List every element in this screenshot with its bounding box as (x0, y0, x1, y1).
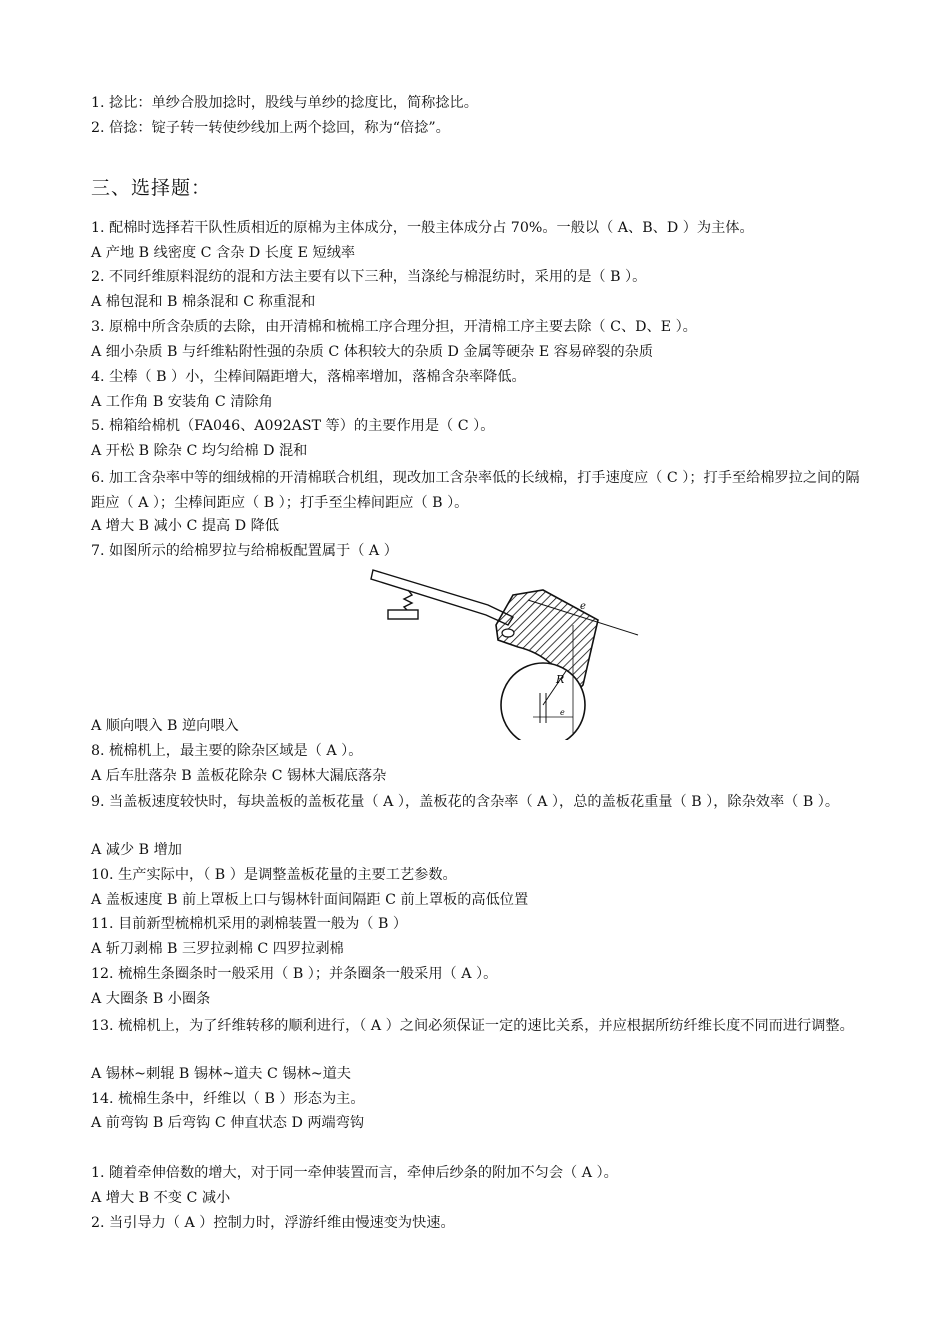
options-line: A 工作角 B 安装角 C 清除角 (91, 394, 273, 410)
question-line: 9. 当盖板速度较快时，每块盖板的盖板花量（ A ），盖板花的含杂率（ A ），总的盖板花重量（ B ），除杂效率（ B ）。 (91, 794, 840, 810)
options-line: A 增大 B 不变 C 减小 (91, 1190, 231, 1206)
label-r: R (556, 673, 565, 686)
options-line: A 开松 B 除杂 C 均匀给棉 D 混和 (91, 443, 308, 459)
options-line: A 盖板速度 B 前上罩板上口与锡林针面间隔距 C 前上罩板的高低位置 (91, 892, 529, 908)
question-line: 12. 梳棉生条圈条时一般采用（ B ）；并条圈条一般采用（ A ）。 (91, 966, 498, 982)
options-line: A 斩刀剥棉 B 三罗拉剥棉 C 四罗拉剥棉 (91, 941, 344, 957)
options-line: A 后车肚落杂 B 盖板花除杂 C 锡林大漏底落杂 (91, 768, 387, 784)
options-line: A 顺向喂入 B 逆向喂入 (91, 718, 239, 734)
question-line: 2. 当引导力（ A ）控制力时，浮游纤维由慢速变为快速。 (91, 1215, 455, 1231)
weight-block (388, 610, 418, 619)
question-line: 5. 棉箱给棉机（FA046、A092AST 等）的主要作用是（ C ）。 (91, 418, 495, 434)
question-line: 2. 不同纤维原料混纺的混和方法主要有以下三种，当涤纶与棉混纺时，采用的是（ B ）。 (91, 269, 647, 285)
question-line: 11. 目前新型梳棉机采用的剥棉装置一般为（ B ） (91, 916, 408, 932)
question-line: 1. 随着牵伸倍数的增大，对于同一牵伸装置而言，牵伸后纱条的附加不匀会（ A ）。 (91, 1165, 618, 1181)
label-e-top: e (580, 601, 586, 612)
options-line: A 锡林~刺辊 B 锡林~道夫 C 锡林~道夫 (91, 1066, 351, 1082)
plate-hole (502, 629, 514, 637)
question-line: 1. 配棉时选择若干队性质相近的原棉为主体成分，一般主体成分占 70%。一般以（ A、B、D ）为主体。 (91, 220, 754, 236)
question-line: 14. 梳棉生条中，纤维以（ B ）形态为主。 (91, 1091, 365, 1107)
definition-line: 2. 倍捻：锭子转一转使纱线加上两个捻回，称为“倍捻”。 (91, 120, 450, 136)
question-line: 8. 梳棉机上，最主要的除杂区域是（ A ）。 (91, 743, 363, 759)
options-line: A 产地 B 线密度 C 含杂 D 长度 E 短绒率 (91, 245, 356, 261)
question-line: 13. 梳棉机上，为了纤维转移的顺利进行，（ A ）之间必须保证一定的速比关系，并应根据所纺纤维长度不同而进行调整。 (91, 1018, 854, 1034)
question-line: 4. 尘棒（ B ）小，尘棒间隔距增大，落棉率增加，落棉含杂率降低。 (91, 369, 526, 385)
definition-line: 1. 捻比：单纱合股加捻时，股线与单纱的捻度比，简称捻比。 (91, 95, 478, 111)
section-title: 三、选择题： (91, 177, 212, 199)
spring (404, 590, 412, 611)
options-line: A 增大 B 减小 C 提高 D 降低 (91, 518, 279, 534)
question-line: 6. 加工含杂率中等的细绒棉的开清棉联合机组，现改加工含杂率低的长绒棉，打手速度应（ C ）；打手至给棉罗拉之间的隔距应（ A ）；尘棒间距应（ B ）；打手至尘棒间距应（ B ）。 (91, 470, 860, 511)
question-line: 7. 如图所示的给棉罗拉与给棉板配置属于（ A ） (91, 543, 398, 559)
options-line: A 前弯钩 B 后弯钩 C 伸直状态 D 两端弯钩 (91, 1115, 365, 1131)
options-line: A 大圈条 B 小圈条 (91, 991, 211, 1007)
options-line: A 棉包混和 B 棉条混和 C 称重混和 (91, 294, 316, 310)
options-line: A 减少 B 增加 (91, 842, 182, 858)
feed-roller-diagram (368, 565, 643, 740)
label-e-gap: e (560, 708, 565, 717)
question-line: 3. 原棉中所含杂质的去除，由开清棉和梳棉工序合理分担，开清棉工序主要去除（ C、D、E ）。 (91, 319, 697, 335)
options-line: A 细小杂质 B 与纤维粘附性强的杂质 C 体积较大的杂质 D 金属等硬杂 E 容易碎裂的杂质 (91, 344, 654, 360)
question-line: 10. 生产实际中，（ B ）是调整盖板花量的主要工艺参数。 (91, 867, 457, 883)
